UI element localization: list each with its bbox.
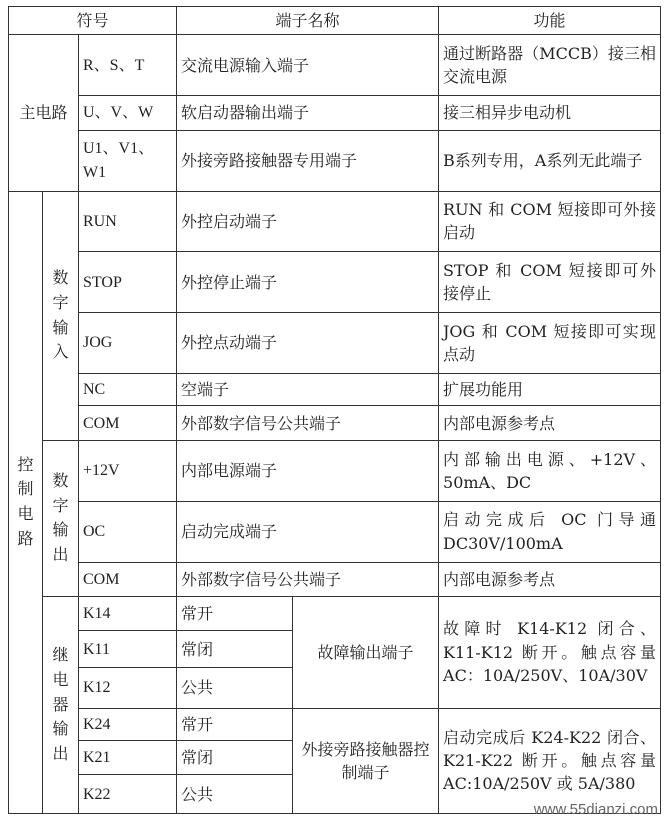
function-cell: 内部输出电源、+12V、50mA、DC [439,440,661,501]
symbol-cell: STOP [79,252,177,313]
symbol-cell: R、S、T [79,35,177,96]
category-char: 电 [17,504,34,524]
category-char: 输 [52,520,69,540]
terminal-name-cell: 外部数字信号公共端子 [177,562,439,596]
contact-type-cell: 常开 [177,597,293,631]
terminal-name-cell: 内部电源端子 [177,440,439,501]
table-row [9,191,661,252]
watermark: www.55dianzi.com [533,801,658,818]
terminal-name-cell: 外接旁路接触器控制端子 [293,708,439,813]
subcategory-digital-output [43,440,79,596]
symbol-cell: K11 [79,631,177,667]
function-cell: 扩展功能用 [439,373,661,405]
table-row [9,96,661,130]
function-cell: B系列专用，A系列无此端子 [439,130,661,191]
table-row [9,252,661,313]
category-char: 字 [52,292,69,312]
category-char: 电 [52,669,69,689]
contact-type-cell: 常闭 [177,740,293,774]
table-row [9,562,661,596]
category-char: 入 [52,342,69,362]
category-char: 数 [52,268,69,288]
function-cell: STOP 和 COM 短接即可外接停止 [439,252,661,313]
subcategory-digital-input [43,191,79,440]
category-main-circuit: 主电路 [9,35,79,191]
symbol-cell: +12V [79,440,177,501]
symbol-cell: K14 [79,597,177,631]
terminal-name-cell: 故障输出端子 [293,597,439,709]
function-cell: 接三相异步电动机 [439,96,661,130]
category-char: 制 [17,479,34,499]
symbol-cell: K12 [79,667,177,708]
symbol-cell: U、V、W [79,96,177,130]
symbol-cell: COM [79,562,177,596]
terminal-name-cell: 软启动器输出端子 [177,96,439,130]
category-char: 输 [52,719,69,739]
terminal-name-cell: 空端子 [177,373,439,405]
contact-type-cell: 公共 [177,775,293,814]
symbol-cell: K22 [79,775,177,814]
category-char: 控 [17,454,34,474]
table-row [9,313,661,374]
table-row [9,501,661,562]
terminal-name-cell: 外控启动端子 [177,191,439,252]
function-cell: 故障时 K14-K12 闭合、K11-K12 断开。触点容量 AC：10A/250V、10A/30V [439,597,661,709]
category-char: 出 [52,545,69,565]
terminal-name-cell: 交流电源输入端子 [177,35,439,96]
terminal-spec-table [8,6,661,814]
contact-type-cell: 常开 [177,708,293,740]
function-cell: 启动完成后 K24-K22 闭合、K21-K22 断开。触点容量 AC:10A/250V 或 5A/380 [439,708,661,813]
symbol-cell: K21 [79,740,177,774]
terminal-name-cell: 外部数字信号公共端子 [177,406,439,440]
category-control-circuit [9,191,43,814]
category-char: 器 [52,694,69,714]
table-row [9,597,661,631]
table-row [9,708,661,740]
category-char: 继 [52,645,69,665]
terminal-name-cell: 外接旁路接触器专用端子 [177,130,439,191]
function-cell: 内部电源参考点 [439,562,661,596]
subcategory-relay-output [43,597,79,814]
function-cell: JOG 和 COM 短接即可实现点动 [439,313,661,374]
symbol-cell: U1、V1、W1 [79,130,177,191]
function-cell: 通过断路器（MCCB）接三相交流电源 [439,35,661,96]
table-row [9,406,661,440]
category-char: 数 [52,470,69,490]
contact-type-cell: 公共 [177,667,293,708]
symbol-cell: K24 [79,708,177,740]
table-row [9,373,661,405]
header-terminal-name: 端子名称 [177,7,439,35]
header-row [9,7,661,35]
symbol-cell: NC [79,373,177,405]
table-row [9,130,661,191]
category-char: 输 [52,317,69,337]
header-symbol: 符号 [9,7,177,35]
table-row [9,35,661,96]
function-cell: RUN 和 COM 短接即可外接启动 [439,191,661,252]
terminal-name-cell: 外控点动端子 [177,313,439,374]
terminal-name-cell: 外控停止端子 [177,252,439,313]
header-function: 功能 [439,7,661,35]
function-cell: 内部电源参考点 [439,406,661,440]
symbol-cell: OC [79,501,177,562]
symbol-cell: COM [79,406,177,440]
function-cell: 启动完成后 OC 门导通 DC30V/100mA [439,501,661,562]
terminal-name-cell: 启动完成端子 [177,501,439,562]
category-char: 字 [52,495,69,515]
category-char: 路 [17,529,34,549]
symbol-cell: JOG [79,313,177,374]
contact-type-cell: 常闭 [177,631,293,667]
table-row [9,440,661,501]
category-char: 出 [52,744,69,764]
symbol-cell: RUN [79,191,177,252]
